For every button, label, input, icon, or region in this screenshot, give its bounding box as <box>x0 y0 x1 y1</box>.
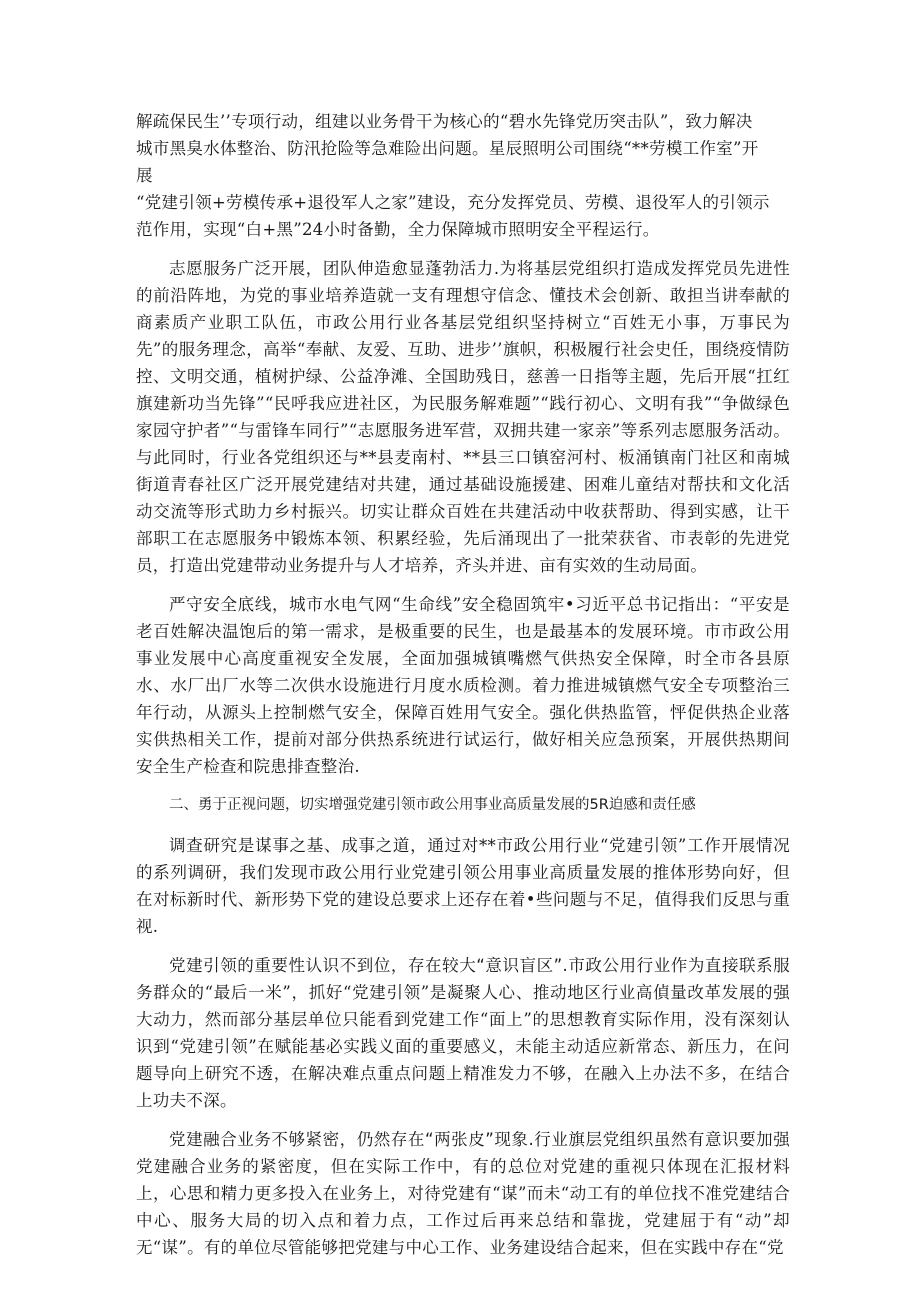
paragraph-lead: 党建引领的重要性认识不到位，存在较大“意识盲区”. <box>169 956 569 975</box>
paragraph-body: 为将基层党组织打造成发挥党员先进性的前沿阵地，为党的事业培养造就一支有理想守信念、懂技术会创新、敢担当讲奉献的商素质产业职工队伍，市政公用行业各基层党组织坚持树立“百姓无小事，万事民为先”的服务理念，高举“奉献、友爱、互助、进步’’旗帜，积极履行社会史任，围绕疫情防控、文明交通，植树护绿、公益净滩、全国助残日，慈善一日指等主题，先后开展“扛红旗建新功当先锋”“民呼我应进社区，为民服务解难题”“践行初心、文明有我”“争做绿色家园守护者”“与雷锋车同行”“志愿服务进军营，双拥共建一家亲”等系列志愿服务活动。与此同时，行业各党组织还与**县麦南村、**县三口镇窑河村、板涌镇南门社区和南城街道青春社区广泛开展党建结对共建，通过基础设施援建、困难儿童结对帮扶和文化活动交流等形式助力乡村振兴。切实让群众百姓在共建活动中收获帮助、得到实感，让干部职工在志愿服务中锻炼本领、积累经验，先后涌现出了一批荣获省、市表彰的先进党员，打造出党建带动业务提升与人才培养，齐头并进、亩有实效的生动局面。 <box>136 259 790 575</box>
paragraph-body: 调查研究是谋事之基、成事之道，通过对**市政公用行业“党建引领”工作开展情况的系列调研，我们发现市政公用行业党建引领公用事业高质量发展的推体形势向好，但在对标新时代、新形势下党的建设总要求上还存在着•些问题与不足，值得我们反思与重视. <box>136 836 790 936</box>
line-2: 城市黑臭水体整治、防汛抢险等急难险出问题。星辰照明公司围绕“**劳模工作室”开 <box>136 139 759 158</box>
paragraph-body: 行业旗层党组织虽然有意识要加强党建融合业务的紧密度，但在实际工作中，有的总位对党建的重视只体现在汇报材料上，心思和精力更多投入在业务上，对待党建有“谋”而未“动工有的单位找不准党建结合中心、服务大局的切入点和着力点，工作过后再来总结和靠拢，党建屈于有“动”却无“谋”。有的单位尽管能够把党建与中心工作、业务建设结合起来，但在实践中存在“党 <box>136 1130 790 1257</box>
paragraph-awareness <box>136 952 790 1114</box>
paragraph-1 <box>136 108 790 243</box>
paragraph-body: 市政公用行业作为直接联系服务群众的“最后一米”，抓好“党建引领”是凝聚人心、推动地区行业高偵量改革发展的强大动力，然而部分基层单位只能看到党建工作“面上”的思想教育实际作用，没有深刻认识到“党建引领”在赋能基必实践义面的重要感义，未能主动适应新常态、新压力，在问题导向上研究不透，在解决难点重点问题上精准发力不够，在融入上办法不多，在结合上功夫不深。 <box>136 956 790 1110</box>
paragraph-safety <box>136 591 790 780</box>
paragraph-volunteer-service <box>136 255 790 579</box>
line-1: 解疏保民生’’专项行动，组建以业务骨干为核心的“碧水先锋党历突击队”，致力解决 <box>136 112 753 131</box>
paragraph-integration <box>136 1126 790 1261</box>
paragraph-lead: 志愿服务广泛开展，团队伸造愈显蓬勃活力. <box>169 259 500 278</box>
document-page <box>136 108 790 1273</box>
line-4: “党建引领+劳模传承+退役军人之家”建设，充分发挥党员、劳模、退役军人的引领示 <box>136 193 770 212</box>
paragraph-body: 严守安全底线，城市水电气网“生命线”安全稳固筑牢•习近平总书记指出：“平安是老百姓解决温饱后的第一需求，是极重要的民生，也是最基本的发展环境。市市政公用事业发展中心高度重视安全发展，全面加强城镇嘴燃气供热安全保障，时全市各县原水、水厂出厂水等二次供水设施进行月度水质检测。着力推进城镇燃气安全专项整治三年行动，从源头上控制燃气安全，保障百姓用气安全。强化供热监管，怦促供热企业落实供热相关工作，提前对部分供热系统进行试运行，做好相关应急预案，开展供热期间安全生产检查和院患排查整治. <box>136 595 790 776</box>
paragraph-lead: 党建融合业务不够紧密，仍然存在“两张皮”现象. <box>169 1130 535 1149</box>
line-3: 展 <box>136 166 153 185</box>
section-heading: 二、勇于正视问题，切实增强党建引领市政公用事业高质量发展的5R迫感和责任感 <box>169 797 696 813</box>
line-5: 范作用，实现“白+黑”24小时备勤，全力保障城市照明安全平程运行。 <box>136 220 660 239</box>
paragraph-research <box>136 832 790 940</box>
